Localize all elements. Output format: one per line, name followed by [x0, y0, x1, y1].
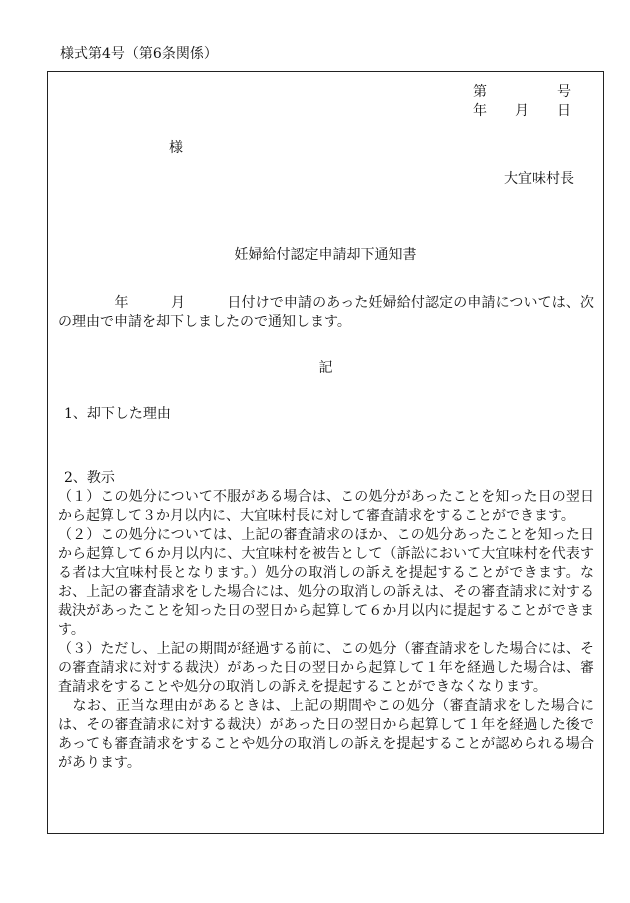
section-1-heading: 1、却下した理由 — [64, 406, 171, 422]
form-style-label: 様式第4号（第6条関係） — [60, 46, 218, 62]
document-title: 妊婦給付認定申請却下通知書 — [234, 247, 417, 263]
document-meta-block — [48, 83, 603, 121]
addressee-honorific: 様 — [169, 140, 183, 156]
section-2 — [48, 469, 603, 773]
document-date-line: 年 月 日 — [473, 103, 571, 119]
section-2-paragraph: （１）この処分について不服がある場合は、この処分があったことを知った日の翌日から起算して３か月以内に、大宜味村長に対して審査請求をすることができます。 — [58, 489, 594, 524]
section-2-paragraph: なお、正当な理由があるときは、上記の期間やこの処分（審査請求をした場合には、その審査請求に対する裁決）があった日の翌日から起算して１年を経過した後であっても審査請求をすることや処分の取消しの訴えを提起することが認められる場合があります。 — [58, 698, 594, 771]
section-2-heading: 2、教示 — [64, 470, 115, 486]
sender-title: 大宜味村長 — [504, 171, 574, 187]
section-2-paragraph: （３）ただし、上記の期間が経過する前に、この処分（審査請求をした場合には、その審査請求に対する裁決）があった日の翌日から起算して１年を経過した場合は、審査請求をすることや処分の取消しの訴えを提起することができなくなります。 — [58, 641, 594, 695]
document-border-box — [47, 71, 604, 834]
document-number-line: 第 号 — [473, 84, 571, 100]
ki-marker: 記 — [318, 360, 333, 376]
intro-paragraph: 年 月 日付けで申請のあった妊婦給付認定の申請については、次の理由で申請を却下しましたので通知します。 — [58, 295, 594, 330]
section-2-paragraph: （２）この処分については、上記の審査請求のほか、この処分あったことを知った日から起算して６か月以内に、大宜味村を被告として（訴訟において大宜味村を代表する者は大宜味村長となります。）処分の取消しの訴えを提起することができます。なお、上記の審査請求をした場合には、処分の取消しの訴えは、その審査請求に対する裁決があったことを知った日の翌日から起算して６か月以内に提起することができます。 — [58, 527, 594, 638]
